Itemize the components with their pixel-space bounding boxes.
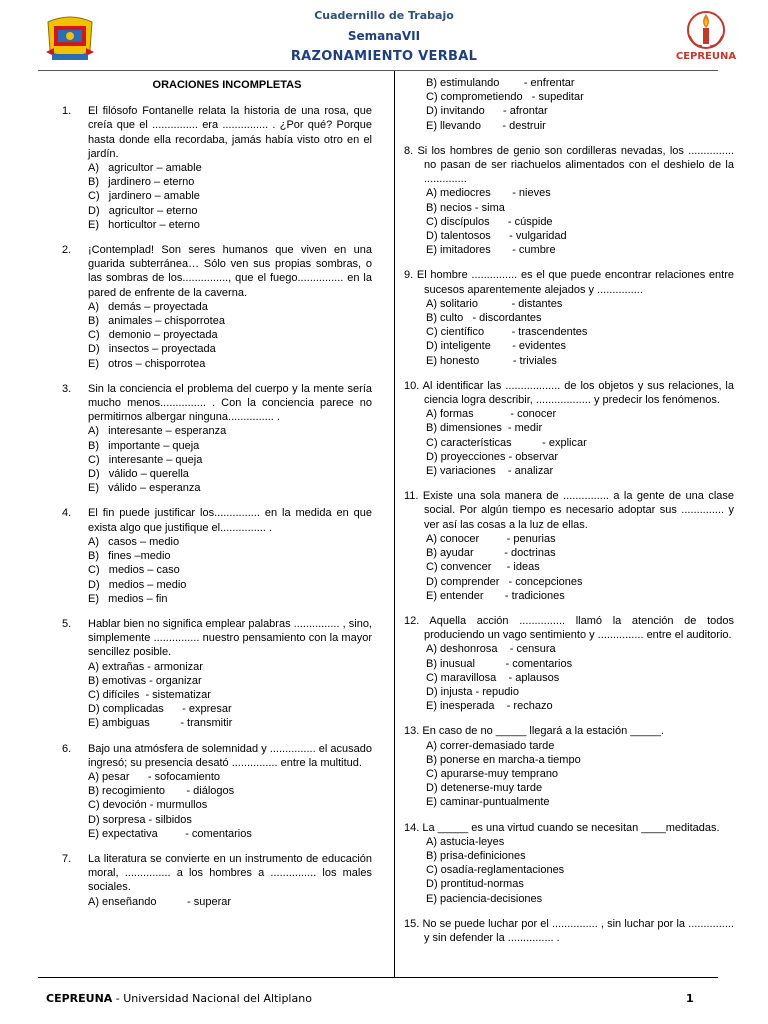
logo-label: CEPREUNA	[675, 51, 737, 62]
question-item	[62, 742, 372, 841]
question-item	[62, 617, 372, 731]
answer-option: E) honesto - triviales	[426, 354, 557, 367]
page-number: 1	[686, 992, 694, 1005]
answer-option: C) características - explicar	[426, 436, 587, 449]
answer-option: B) animales – chisporrotea	[88, 315, 225, 328]
answer-option: E) entender - tradiciones	[426, 589, 565, 602]
question-number: 4.	[62, 507, 72, 520]
option-list	[62, 535, 372, 606]
question-number: 12.	[404, 614, 420, 627]
answer-option: B) importante – queja	[88, 439, 200, 452]
answer-option: A) extrañas - armonizar	[88, 660, 203, 673]
answer-option: B) dimensiones - medir	[426, 422, 543, 435]
question-text: Existe una sola manera de ............... a la gente de una clase social. Por algún tiempo es necesario adoptar sus .............. y ver así las cosas a la luz de ellas.	[422, 490, 734, 531]
workbook-subtitle: Cuadernillo de Trabajo	[314, 9, 454, 22]
question-text: La _____ es una virtud cuando se necesitan ____meditadas.	[422, 821, 720, 834]
question-item	[404, 268, 734, 367]
answer-option: E) variaciones - analizar	[426, 465, 554, 478]
question-number: 5.	[62, 617, 72, 630]
answer-option: D) invitando - afrontar	[426, 105, 548, 118]
question-stem: Hablar bien no significa emplear palabras ............... , sino, simplemente ............... nuestro pensamiento con la mayor sencillez posible.	[88, 617, 372, 659]
answer-option: B) estimulando - enfrentar	[426, 77, 575, 89]
answer-option: C) maravillosa - aplausos	[426, 671, 560, 684]
answer-option: C) discípulos - cúspide	[426, 215, 553, 228]
answer-option: A) casos – medio	[88, 535, 180, 548]
answer-option: C) comprometiendo - supeditar	[426, 91, 584, 104]
answer-option: E) válido – esperanza	[88, 482, 201, 495]
week-label: SemanaVII	[347, 29, 421, 43]
answer-option: C) jardinero – amable	[88, 190, 200, 203]
question-stem: Sin la conciencia el problema del cuerpo y la mente sería mucho menos............... . Con la conciencia parece no permitirnos albergar ninguna............... .	[88, 382, 372, 424]
answer-option: B) fines –medio	[88, 550, 171, 563]
answer-option: D) proyecciones - observar	[426, 450, 559, 463]
question-stem: El fin puede justificar los............... en la medida en que exista algo que justifique el............... .	[88, 507, 372, 534]
answer-option: E) paciencia-decisiones	[426, 892, 543, 905]
answer-option: D) talentosos - vulgaridad	[426, 230, 567, 243]
answer-option: C) interesante – queja	[88, 453, 203, 466]
question-text: El hombre ............... es el que puede encontrar relaciones entre sucesos aparentemente alejados y ...............	[416, 269, 734, 296]
page-title: RAZONAMIENTO VERBAL	[290, 49, 478, 64]
question-item	[404, 724, 734, 809]
question-number: 8.	[404, 144, 414, 157]
question-item	[62, 382, 372, 496]
question-stem	[404, 489, 734, 532]
answer-option: C) osadía-reglamentaciones	[426, 864, 565, 877]
question-stem	[404, 268, 734, 296]
footer-institution	[46, 992, 312, 1005]
answer-option: E) otros – chisporrotea	[88, 357, 206, 370]
question-number: 15.	[404, 917, 420, 930]
answer-option: D) agricultor – eterno	[88, 204, 198, 217]
answer-option: D) detenerse-muy tarde	[426, 782, 543, 795]
question-number: 13.	[404, 725, 420, 738]
answer-option: C) convencer - ideas	[426, 561, 540, 574]
question-number: 14.	[404, 821, 420, 834]
answer-option: B) ayudar - doctrinas	[426, 547, 556, 560]
answer-option: D) inteligente - evidentes	[426, 340, 567, 353]
question-item	[404, 489, 734, 603]
answer-option: D) sorpresa - silbidos	[88, 813, 192, 826]
answer-option: B) emotivas - organizar	[88, 674, 202, 687]
question-stem	[404, 144, 734, 187]
answer-option: D) prontitud-normas	[426, 878, 524, 891]
question-stem: Bajo una atmósfera de solemnidad y ............... el acusado ingresó; su presencia desató ............... entre la multitud.	[88, 742, 372, 769]
question-item	[62, 104, 372, 232]
question-stem: El filósofo Fontanelle relata la historia de una rosa, que creía que el ............... era ............... . ¿Por qué? Porque hasta donde ella recordaba, jamás había visto otro en el jardín.	[88, 105, 372, 160]
question-item	[404, 917, 734, 945]
answer-option: A) solitario - distantes	[426, 297, 563, 310]
answer-option: C) apurarse-muy temprano	[426, 767, 559, 780]
question-text: Si los hombres de genio son cordilleras nevadas, los ............... no pasan de ser riachuelos alimentados con el deshielo de la ..............	[417, 144, 734, 186]
question-stem	[404, 821, 734, 835]
answer-option: D) insectos – proyectada	[88, 343, 216, 356]
answer-option: E) medios – fin	[88, 592, 168, 605]
answer-option: E) imitadores - cumbre	[426, 244, 556, 257]
answer-option: A) enseñando - superar	[88, 895, 232, 908]
answer-option: B) necios - sima	[426, 201, 505, 214]
footer-university: - Universidad Nacional del Altiplano	[112, 992, 312, 1005]
right-question-list	[404, 144, 734, 945]
answer-option: A) conocer - penurias	[426, 532, 556, 545]
answer-option: D) comprender - concepciones	[426, 575, 583, 588]
question-item	[404, 144, 734, 258]
question-text: Al identificar las .................. de los objetos y sus relaciones, la ciencia logra describir, .................. y predecir los fenómenos.	[422, 379, 734, 407]
answer-option: B) ponerse en marcha-a tiempo	[426, 753, 581, 766]
answer-option: C) medios – caso	[88, 564, 180, 577]
question-number: 7.	[62, 852, 72, 865]
question-text: No se puede luchar por el ............... , sin luchar por la ............... y sin defender la ............... .	[422, 917, 734, 944]
answer-option: E) horticultor – eterno	[88, 218, 200, 231]
question-number: 11.	[404, 490, 419, 503]
column-divider	[394, 71, 395, 977]
question-item	[404, 614, 734, 713]
question-text: Aquella acción ............... llamó la atención de todos produciendo un vago sentimiento y ............... entre el auditorio.	[424, 614, 735, 642]
left-question-list	[62, 104, 372, 909]
answer-option: A) demás – proyectada	[88, 300, 208, 313]
option-list	[62, 770, 372, 841]
question-item	[62, 506, 372, 605]
option-list	[62, 660, 372, 731]
question-7-continued	[404, 76, 734, 133]
answer-option: E) expectativa - comentarios	[88, 827, 252, 840]
footer-brand: CEPREUNA	[46, 992, 113, 1005]
question-item	[404, 821, 734, 906]
question-item	[404, 379, 734, 478]
answer-option: A) formas - conocer	[426, 408, 557, 421]
answer-option: B) culto - discordantes	[426, 312, 542, 325]
answer-option: C) difíciles - sistematizar	[88, 688, 211, 701]
question-number: 9.	[404, 269, 414, 282]
answer-option: D) injusta - repudio	[426, 685, 519, 698]
answer-option: B) recogimiento - diálogos	[88, 785, 235, 798]
answer-option: D) medios – medio	[88, 578, 187, 591]
answer-option: E) ambiguas - transmitir	[88, 717, 233, 730]
question-stem: ¡Contemplad! Son seres humanos que viven en una guarida subterránea… Sólo ven sus propias sombras, o las sombras de los..............., que el fuego............... en la pared de enfrente de la caverna.	[88, 244, 372, 299]
answer-option: E) inesperada - rechazo	[426, 700, 553, 713]
answer-option: A) mediocres - nieves	[426, 187, 551, 200]
question-stem	[404, 917, 734, 945]
answer-option: B) prisa-definiciones	[426, 849, 526, 862]
option-list	[62, 161, 372, 232]
answer-option: A) astucia-leyes	[426, 835, 505, 848]
answer-option: A) deshonrosa - censura	[426, 643, 556, 656]
answer-option: C) científico - trascendentes	[426, 326, 588, 339]
option-list	[62, 300, 372, 371]
answer-option: A) agricultor – amable	[88, 162, 202, 175]
answer-option: C) devoción - murmullos	[88, 799, 208, 812]
question-number: 2.	[62, 244, 72, 257]
answer-option: A) interesante – esperanza	[88, 425, 227, 438]
section-title: ORACIONES INCOMPLETAS	[152, 79, 302, 91]
answer-option: B) jardinero – eterno	[88, 176, 195, 189]
question-stem	[404, 724, 734, 738]
question-item	[62, 852, 372, 909]
question-stem: La literatura se convierte en un instrumento de educación moral, ............... a los hombres a ............... los males sociales.	[88, 852, 372, 894]
answer-option: A) pesar - sofocamiento	[88, 770, 221, 783]
option-list	[62, 424, 372, 495]
question-number: 1.	[62, 105, 72, 118]
answer-option: A) correr-demasiado tarde	[426, 739, 555, 752]
answer-option: C) demonio – proyectada	[88, 329, 218, 342]
question-stem	[404, 614, 734, 642]
answer-option: E) llevando - destruir	[426, 119, 546, 132]
option-list	[62, 895, 372, 909]
answer-option: E) caminar-puntualmente	[426, 796, 550, 809]
question-number: 10.	[404, 379, 420, 392]
question-item	[62, 243, 372, 371]
page-header	[0, 0, 768, 72]
question-text: En caso de no _____ llegará a la estación _____.	[422, 725, 664, 738]
header-rule	[38, 70, 718, 71]
answer-option: D) válido – querella	[88, 468, 189, 481]
footer-rule	[38, 977, 718, 978]
question-stem	[404, 379, 734, 407]
right-column	[404, 76, 734, 956]
answer-option: B) inusual - comentarios	[426, 657, 573, 670]
question-number: 6.	[62, 742, 72, 755]
answer-option: D) complicadas - expresar	[88, 703, 232, 716]
question-number: 3.	[62, 382, 72, 395]
left-column	[62, 76, 372, 920]
